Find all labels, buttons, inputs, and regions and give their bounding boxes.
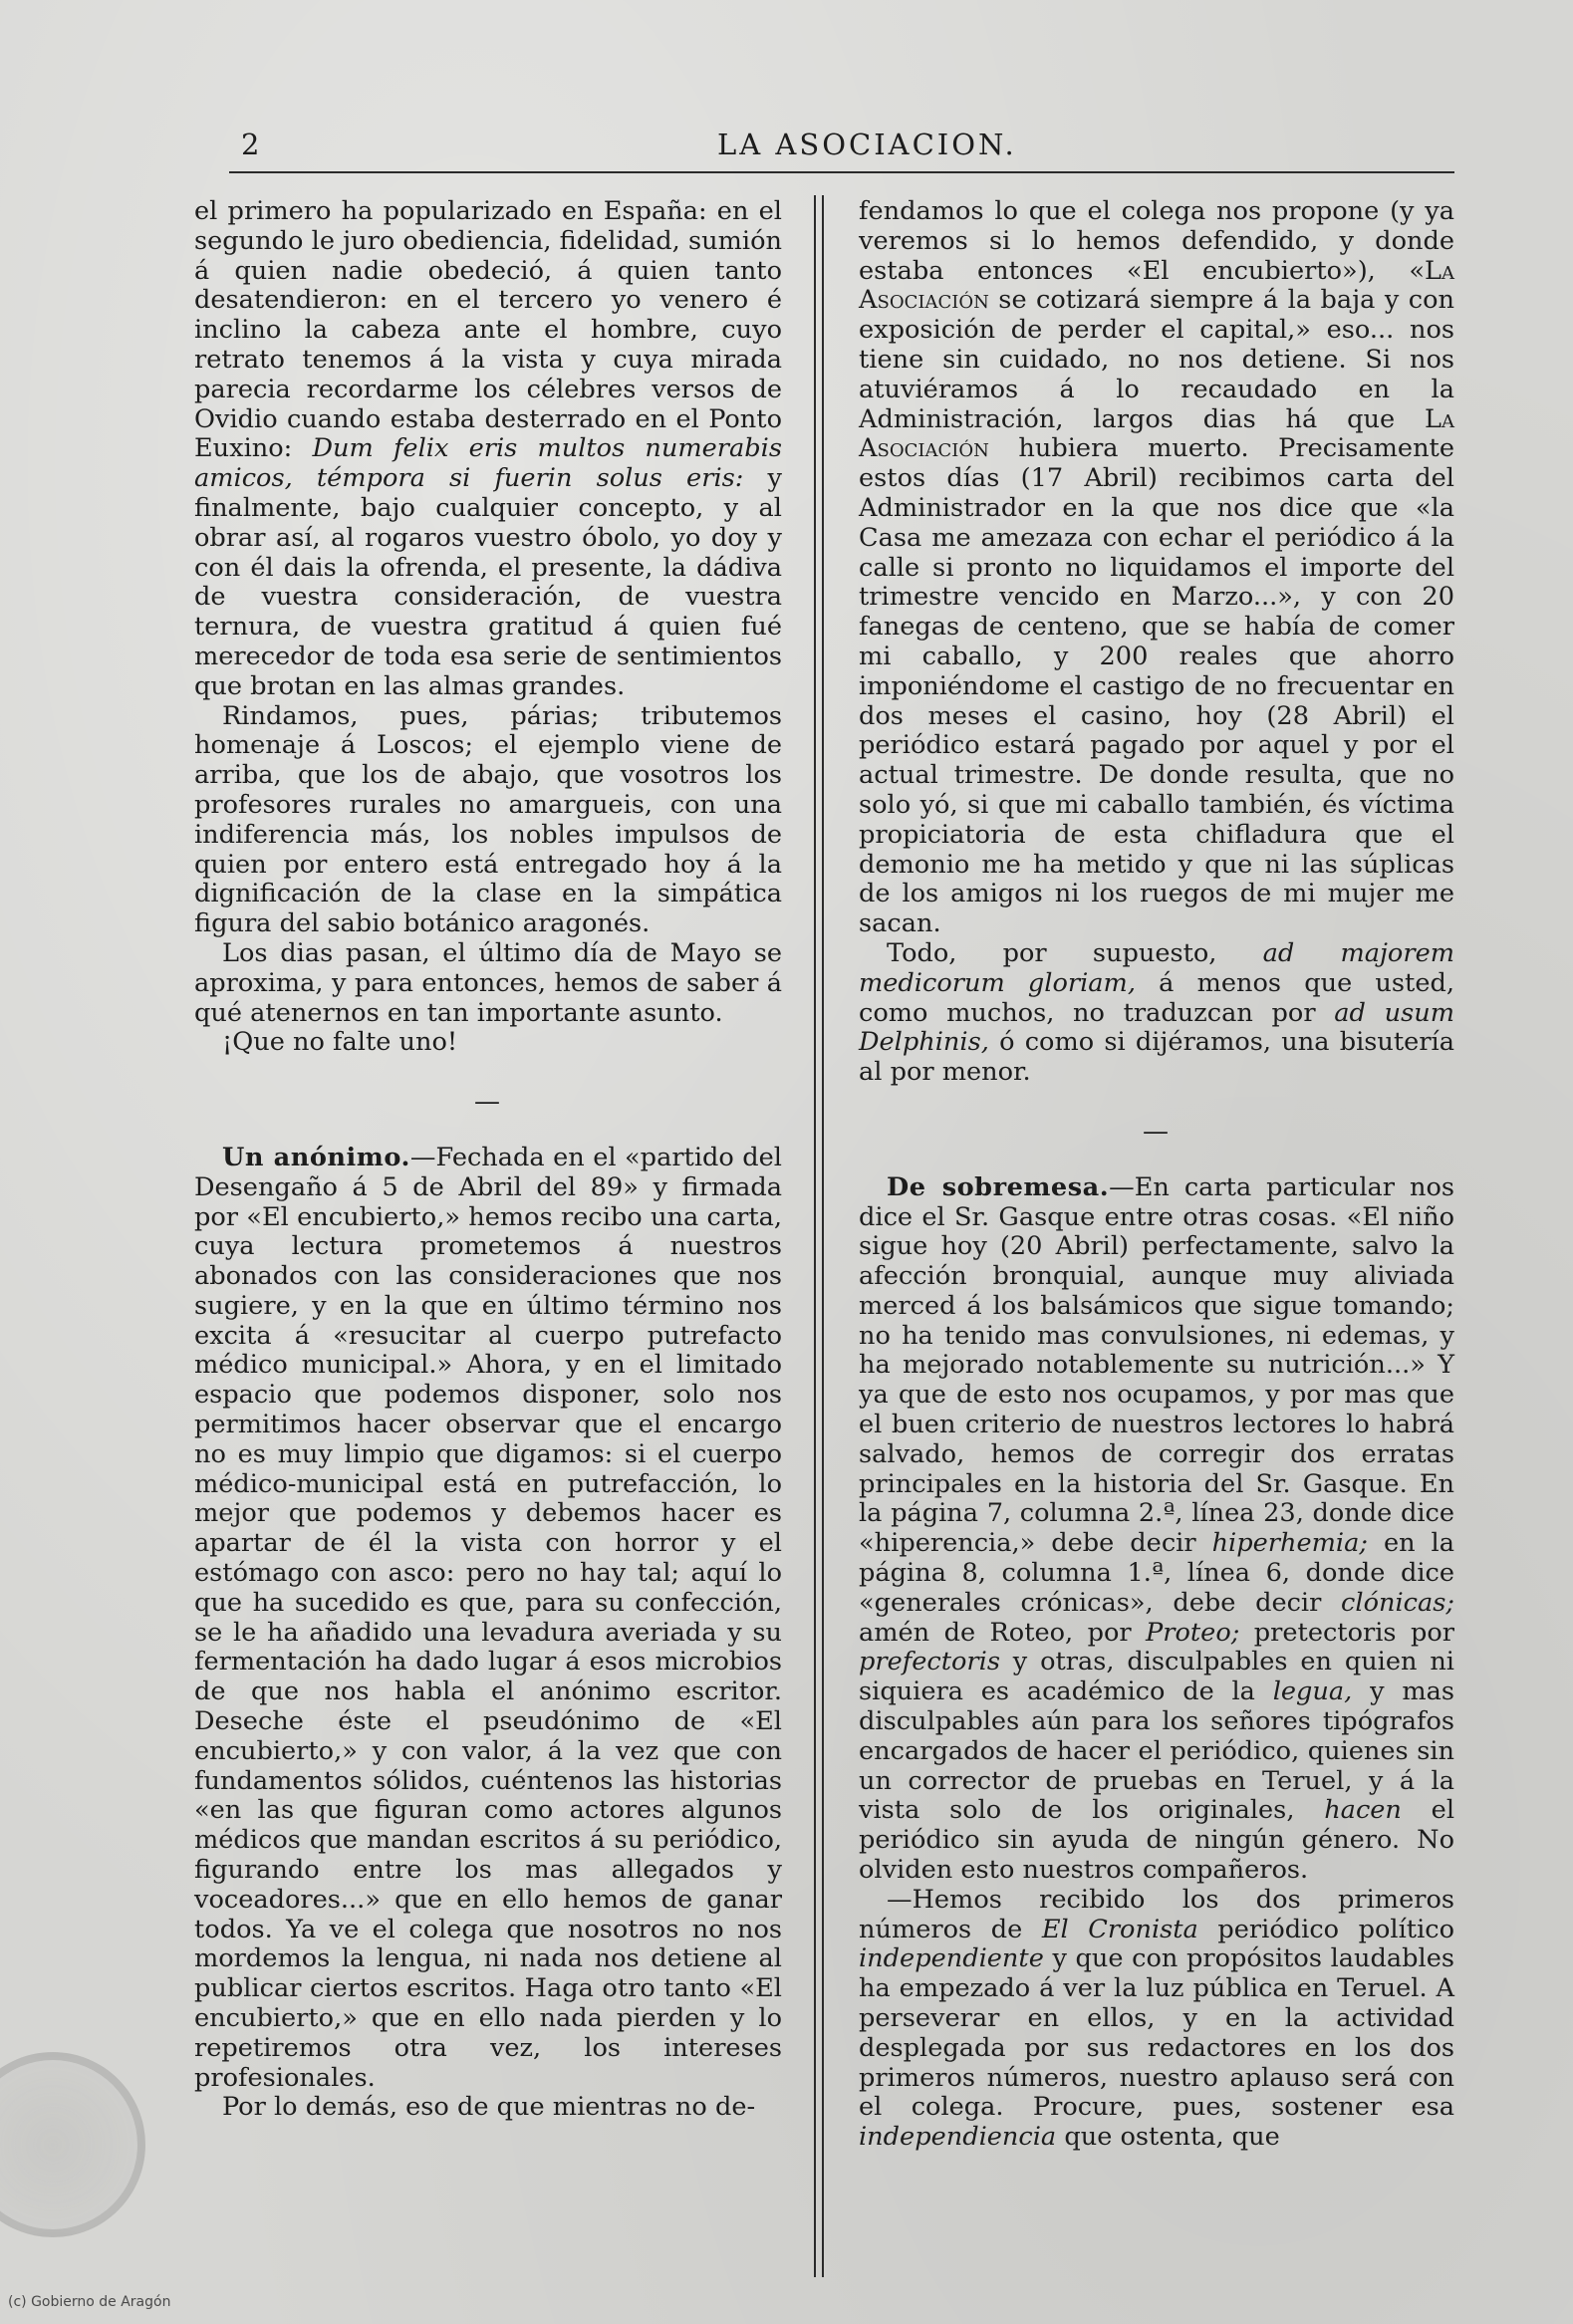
text-run: el primero ha popularizado en España: en el segundo le juro obediencia, fidelidad, sumión á quien nadie obedeció, á quien tanto desatendieron: en el tercero yo venero é inclino la cabeza ante el hombre, cuyo retrato tenemos á la vista y cuya mirada parecia recordarme los célebres versos de Ovidio cuando estaba desterrado en el Ponto Euxino: bbox=[194, 196, 782, 464]
text-run: Todo, por supuesto, bbox=[887, 937, 1263, 968]
text-run: se cotizará siempre á la baja y con exposición de perder el capital,» eso... nos tiene sin cuidado, no nos detiene. Si nos atuviéramos á lo recaudado en la Administración, largos dias há que bbox=[859, 285, 1454, 434]
paragraph: Los dias pasan, el último día de Mayo se aproxima, y para entonces, hemos de saber á qué atenernos en tan importante asunto. bbox=[194, 937, 782, 1028]
right-column bbox=[859, 197, 1454, 2153]
italic-term: hacen bbox=[1324, 1795, 1402, 1826]
italic-term: independiente bbox=[859, 1943, 1044, 1974]
page-number: 2 bbox=[241, 128, 261, 161]
paragraph: Por lo demás, eso de que mientras no de- bbox=[222, 2092, 756, 2123]
paragraph: ¡Que no falte uno! bbox=[222, 1027, 458, 1058]
text-run: amén de Roteo, por bbox=[859, 1617, 1147, 1648]
italic-term: independiencia bbox=[859, 2122, 1057, 2153]
text-run: —Hemos recibido los dos primeros números de bbox=[859, 1884, 1454, 1944]
text-run: que ostenta, que bbox=[1056, 2122, 1280, 2153]
text-run: —Fechada en el «partido del Desengaño á 5 de Abril del 89» y firmada por «El encubierto,» hemos recibo una carta, cuya lectura prometemos á nuestros abonados con las consideraciones que nos sugiere, y en la que en último término nos excita á «resucitar al cuerpo putrefacto médico municipal.» Ahora, y en el limitado espacio que podemos disponer, solo nos permitimos hacer observar que el encargo no es muy limpio que digamos: si el cuerpo médico-municipal está en putrefacción, lo mejor que podemos y debemos hacer es apartar de él la vista con horror y el estómago con asco: pero no hay tal; aquí lo que ha sucedido es que, para su confección, se le ha añadido una levadura averiada y su fermentación ha dado lugar á esos microbios de que nos habla el anónimo escritor. Deseche éste el pseudónimo de «El encubierto,» y con valor, á la vez que con fundamentos sólidos, cuéntenos las historias «en las que figuran como actores algunos médicos que mandan escritos á su periódico, figurando entre los mas allegados y voceadores...» que en ello hemos de ganar todos. Ya ve el colega que nosotros no nos mordemos la lengua, ni nada nos detiene al publicar ciertos escritos. Haga otro tanto «El encubierto,» que en ello nada pierden y lo repetiremos otra vez, los intereses profesionales. bbox=[194, 1142, 782, 2093]
text-run: periódico político bbox=[1197, 1914, 1454, 1944]
text-run: ó como si dijéramos, una bisutería al por menor. bbox=[859, 1027, 1454, 1088]
paragraph bbox=[859, 1173, 1454, 1886]
text-run: fendamos lo que el colega nos propone (y ya veremos si lo hemos defendido, y donde estaba entonces «El encubierto»), « bbox=[859, 196, 1454, 286]
paragraph bbox=[859, 939, 1454, 1088]
text-run: pretectoris por bbox=[1239, 1617, 1454, 1648]
paragraph: Rindamos, pues, párias; tributemos homenaje á Loscos; el ejemplo viene de arriba, que los de abajo, que vosotros los profesores rurales no amargueis, con una indiferencia más, los nobles impulsos de quien por entero está entregado hoy á la dignificación de la clase en la simpática figura del sabio botánico aragonés. bbox=[194, 700, 782, 939]
italic-term: El Cronista bbox=[1041, 1914, 1198, 1944]
paragraph bbox=[859, 197, 1454, 939]
italic-term: legua, bbox=[1272, 1677, 1353, 1707]
text-run: y que con propósitos laudables ha empezado á ver la luz pública en Teruel. A perseverar en ellos, y en la actividad desplegada por sus redactores en los dos primeros números, nuestro aplauso será con el colega. Procure, pues, sostener esa bbox=[859, 1943, 1454, 2123]
paragraph bbox=[194, 197, 782, 702]
text-run: el periódico sin ayuda de ningún género. No olviden esto nuestros compañeros. bbox=[859, 1795, 1455, 1886]
section-divider: — bbox=[474, 1087, 502, 1118]
text-run: y mas disculpables aún para los señores tipógrafos encargados de hacer el periódico, quienes sin un corrector de pruebas en Teruel, y á la vista solo de los originales, bbox=[859, 1677, 1454, 1826]
newspaper-name: La Asociación bbox=[859, 255, 1454, 316]
latin-phrase: ad usum Delphinis, bbox=[859, 997, 1454, 1058]
text-run: á menos que usted, como muchos, no traduzcan por bbox=[859, 967, 1454, 1028]
paragraph bbox=[194, 1144, 782, 2094]
library-stamp-icon bbox=[0, 2052, 145, 2237]
page-header bbox=[229, 120, 1454, 179]
italic-term: prefectoris bbox=[859, 1647, 1000, 1678]
italic-term: clónicas; bbox=[1341, 1587, 1454, 1618]
text-run: en la página 8, columna 1.ª, línea 6, donde dice «generales crónicas», debe decir bbox=[859, 1528, 1454, 1618]
section-heading: De sobremesa. bbox=[887, 1171, 1110, 1202]
latin-phrase: ad majorem medicorum gloriam, bbox=[859, 937, 1454, 998]
copyright-credit: (c) Gobierno de Aragón bbox=[8, 2294, 171, 2310]
text-run: y otras, disculpables en quien ni siquiera es académico de la bbox=[859, 1647, 1454, 1707]
italic-term: hiperhemia; bbox=[1211, 1528, 1368, 1559]
text-run: —En carta particular nos dice el Sr. Gasque entre otras cosas. «El niño sigue hoy (20 Abril) perfectamente, salvo la afección bronquial, aunque muy aliviada merced á los balsámicos que sigue tomando; no ha tenido mas convulsiones, ni edemas, y ha mejorado notablemente su nutrición...» Y ya que de esto nos ocupamos, y por mas que el buen criterio de nuestros lectores lo habrá salvado, hemos de corregir dos erratas principales en la historia del Sr. Gasque. En la página 7, columna 2.ª, línea 23, donde dice «hiperencia,» debe decir bbox=[859, 1171, 1454, 1559]
running-title: LA ASOCIACION. bbox=[717, 128, 1017, 161]
newspaper-name: La Asociación bbox=[859, 403, 1454, 464]
header-rule bbox=[229, 171, 1454, 173]
latin-quote: Dum felix eris multos numerabis amicos, témpora si fuerin solus eris: bbox=[194, 433, 782, 494]
left-column bbox=[194, 197, 782, 2123]
paragraph bbox=[859, 1886, 1454, 2153]
column-divider bbox=[814, 195, 824, 2277]
text-run: y finalmente, bajo cualquier concepto, y al obrar así, al rogaros vuestro óbolo, yo doy y con él dais la ofrenda, el presente, la dádiva de vuestra consideración, de vuestra ternura, de vuestra gratitud á quien fué merecedor de toda esa serie de sentimientos que brotan en las almas grandes. bbox=[194, 463, 782, 701]
italic-term: Proteo; bbox=[1146, 1617, 1240, 1648]
section-divider: — bbox=[1143, 1116, 1171, 1147]
section-heading: Un anónimo. bbox=[222, 1142, 410, 1172]
text-run: hubiera muerto. Precisamente estos días (17 Abril) recibimos carta del Administrador en la que nos dice que «la Casa me amezaza con echar el periódico á la calle si pronto no liquidamos el importe del trimestre vencido en Marzo...», y con 20 fanegas de centeno, que se había de comer mi caballo, y 200 reales que ahorro imponiéndome el castigo de no frecuentar en dos meses el casino, hoy (28 Abril) el periódico estará pagado por aquel y por el actual trimestre. De donde resulta, que no solo yó, si que mi caballo también, és víctima propiciatoria de esta chifladura que el demonio me ha metido y que ni las súplicas de los amigos ni los ruegos de mi mujer me sacan. bbox=[859, 433, 1454, 939]
